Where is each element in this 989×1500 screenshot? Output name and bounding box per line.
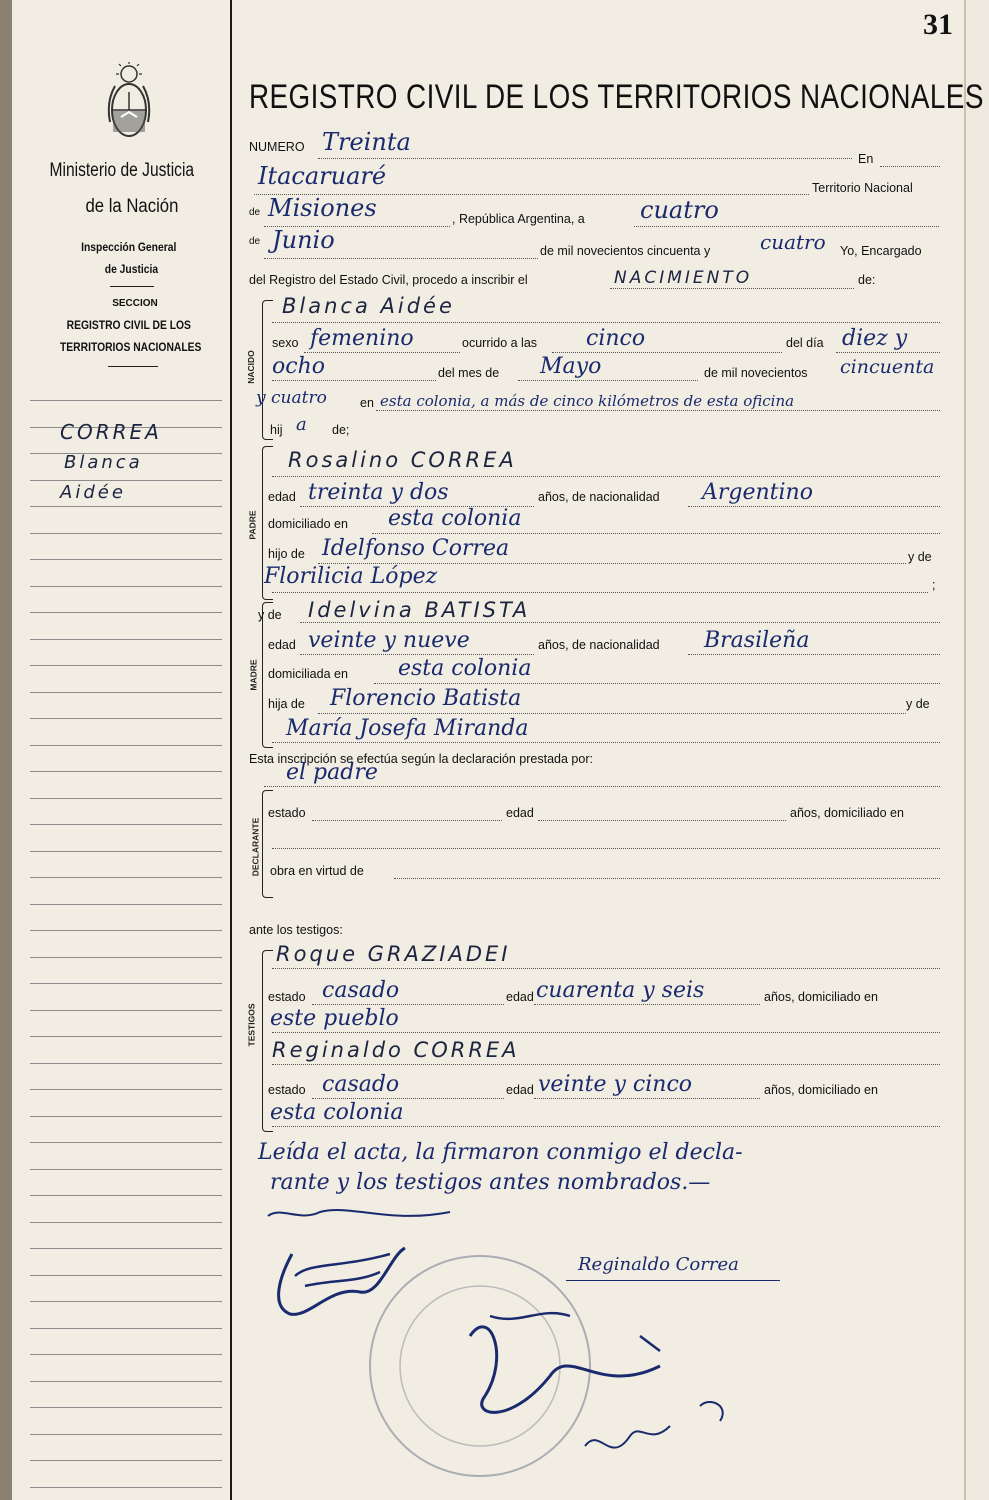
ledger-line [30, 1142, 222, 1143]
dotted-line [272, 742, 940, 743]
ledger-line [30, 877, 222, 878]
short-rule [110, 286, 154, 287]
dotted-line [538, 820, 786, 821]
nac-padre-value: Argentino [702, 480, 813, 505]
dotted-line [300, 654, 534, 655]
dotted-line [518, 380, 698, 381]
anio-acta-value: cuatro [760, 230, 826, 254]
de-semicolon-label: de; [332, 423, 350, 437]
semicolon: ; [932, 578, 936, 592]
dotted-line [272, 848, 940, 849]
dom-padre-value: esta colonia [388, 506, 522, 531]
signature-underline [566, 1280, 780, 1281]
hija-de-label: hija de [268, 697, 305, 711]
dotted-line [688, 654, 940, 655]
ledger-line [30, 1434, 222, 1435]
domiciliado-padre-label: domiciliado en [268, 517, 348, 531]
abuelo-materno-value: Florencio Batista [330, 686, 522, 711]
dotted-line [312, 1098, 504, 1099]
ledger-line [30, 1169, 222, 1170]
lugar-value: Itacaruaré [258, 162, 387, 190]
ledger-line [30, 745, 222, 746]
obra-label: obra en virtud de [270, 864, 364, 878]
ledger-line [30, 957, 222, 958]
ledger-line [30, 692, 222, 693]
ledger-line [30, 559, 222, 560]
dotted-line [318, 713, 906, 714]
declarante-value: el padre [286, 760, 378, 785]
edad-padre-label: edad [268, 490, 296, 504]
de-label: de [249, 207, 261, 218]
ledger-line [30, 612, 222, 613]
anos-dom-t2-label: años, domiciliado en [764, 1083, 878, 1097]
dotted-line [264, 786, 940, 787]
dom-madre-value: esta colonia [398, 656, 532, 681]
edad-t2-label: edad [506, 1083, 534, 1097]
testigos-label: TESTIGOS [246, 1003, 257, 1047]
testigo1-value: Roque GRAZIADEI [276, 942, 511, 966]
testigo2-value: Reginaldo CORREA [272, 1038, 520, 1062]
ledger-line [30, 1301, 222, 1302]
anos-nac-padre-label: años, de nacionalidad [538, 490, 660, 504]
inspection-line2: de Justicia [104, 262, 159, 276]
closing-line-2: rante y los testigos antes nombrados.— [270, 1170, 711, 1195]
dotted-line [836, 352, 940, 353]
dotted-line [610, 288, 854, 289]
territorio-label: Territorio Nacional [812, 181, 913, 195]
en-label-2: en [360, 396, 374, 410]
hij-value: a [296, 414, 307, 435]
yo-encargado-label: Yo, Encargado [840, 244, 922, 258]
ledger-line [30, 639, 222, 640]
padre-label: PADRE [247, 510, 258, 540]
dom-t2-value: esta colonia [270, 1100, 404, 1125]
ledger-line [30, 798, 222, 799]
ledger-line [30, 1407, 222, 1408]
anos-nac-madre-label: años, de nacionalidad [538, 638, 660, 652]
section-line3: TERRITORIOS NACIONALES [60, 340, 202, 354]
dotted-line [300, 622, 940, 623]
inscripcion-label: Esta inscripción se efectúa según la declaración prestada por: [249, 752, 593, 766]
dotted-line [394, 878, 940, 879]
ledger-line [30, 851, 222, 852]
anio-value-1: cincuenta [840, 356, 935, 378]
ledger-line [30, 1116, 222, 1117]
del-registro-label: del Registro del Estado Civil, procedo a inscribir el [249, 273, 528, 287]
y-de-madre-label: y de [258, 608, 282, 622]
de-colon-label: de: [858, 273, 876, 287]
madre-value: Idelvina BATISTA [308, 598, 531, 622]
edad-t2-value: veinte y cinco [538, 1072, 693, 1097]
nombre-value: Blanca Aidée [282, 294, 455, 318]
ledger-line [30, 824, 222, 825]
signature-reginaldo-text: Reginaldo Correa [578, 1254, 739, 1275]
dotted-line [272, 380, 436, 381]
republica-label: , República Argentina, a [452, 212, 585, 226]
ledger-line [30, 771, 222, 772]
section-line2: REGISTRO CIVIL DE LOS [66, 318, 191, 332]
y-de-padre-label: y de [908, 550, 932, 564]
ante-testigos-label: ante los testigos: [249, 923, 343, 937]
dotted-line [312, 820, 502, 821]
dom-t1-value: este pueblo [270, 1006, 399, 1031]
acto-value: NACIMIENTO [614, 268, 753, 288]
estado-t2-value: casado [322, 1072, 400, 1097]
abuela-materna-value: María Josefa Miranda [286, 716, 529, 741]
section-line1: SECCION [112, 298, 158, 309]
ledger-line [30, 1275, 222, 1276]
ledger-line [30, 718, 222, 719]
margin-rule [230, 0, 232, 1500]
y-de-madre-label-2: y de [906, 697, 930, 711]
numero-value: Treinta [322, 128, 411, 156]
del-mes-label: del mes de [438, 366, 500, 380]
ledger-line [30, 586, 222, 587]
edad-madre-label: edad [268, 638, 296, 652]
dotted-line [272, 1126, 940, 1127]
abuela-paterna-value: Florilicia López [264, 564, 438, 589]
inspection-line1: Inspección General [81, 240, 177, 254]
ledger-line [30, 1460, 222, 1461]
margin-surname: CORREA [60, 420, 162, 444]
declarante-label: DECLARANTE [250, 817, 261, 877]
dotted-line [264, 258, 538, 259]
nac-madre-value: Brasileña [704, 628, 810, 653]
ledger-line [30, 1222, 222, 1223]
ledger-line [30, 1010, 222, 1011]
hora-value: cinco [586, 326, 646, 351]
ocurrido-label: ocurrido a las [462, 336, 538, 350]
ledger-line [30, 1381, 222, 1382]
ledger-line [30, 533, 222, 534]
ledger-line [30, 983, 222, 984]
dotted-line [634, 226, 939, 227]
lugar-nacimiento-value: esta colonia, a más de cinco kilómetros de esta oficina [380, 392, 795, 410]
del-dia-label: del día [786, 336, 824, 350]
anio-value-2: y cuatro [256, 388, 327, 408]
mes-acta-value: Junio [272, 226, 335, 254]
sexo-label: sexo [272, 336, 299, 350]
dotted-line [374, 683, 940, 684]
dotted-line [688, 506, 940, 507]
dotted-line [272, 968, 940, 969]
ledger-line [30, 480, 222, 481]
padre-value: Rosalino CORREA [288, 448, 517, 472]
dotted-line [304, 352, 460, 353]
dotted-line [376, 410, 940, 411]
ledger-line [30, 1354, 222, 1355]
estado-t1-value: casado [322, 978, 400, 1003]
ledger-line [30, 1328, 222, 1329]
ministry-line2: de la Nación [85, 196, 179, 217]
ledger-line [30, 1248, 222, 1249]
dia-value-1: diez y [842, 326, 908, 351]
edad-t1-label: edad [506, 990, 534, 1004]
abuelo-paterno-value: Idelfonso Correa [322, 536, 510, 561]
margin-name: Blanca [64, 452, 143, 473]
edad-padre-value: treinta y dos [308, 480, 449, 505]
form-title: REGISTRO CIVIL DE LOS TERRITORIOS NACIONALES [249, 78, 984, 116]
ledger-line [30, 400, 222, 401]
dotted-line [372, 533, 940, 534]
estado-t2-label: estado [268, 1083, 306, 1097]
edad-madre-value: veinte y nueve [308, 628, 470, 653]
hijo-de-label: hijo de [268, 547, 305, 561]
mil-novecientos-label-2: de mil novecientos [704, 366, 808, 380]
mil-novecientos-label: de mil novecientos cincuenta y [540, 244, 711, 258]
ledger-line [30, 1089, 222, 1090]
dotted-line [272, 592, 928, 593]
estado-declarante-label: estado [268, 806, 306, 820]
ledger-line [30, 904, 222, 905]
mes-value: Mayo [540, 354, 602, 379]
page-number: 31 [923, 8, 953, 41]
ledger-line [30, 1063, 222, 1064]
coat-of-arms-icon [105, 62, 153, 146]
madre-label: MADRE [248, 659, 259, 691]
dotted-line [552, 352, 782, 353]
anos-dom-declarante-label: años, domiciliado en [790, 806, 904, 820]
hij-label: hij [270, 423, 283, 437]
ledger-line [30, 1036, 222, 1037]
dotted-line [272, 1032, 940, 1033]
de-label-2: de [249, 236, 261, 247]
nacido-label: NACIDO [245, 350, 256, 384]
ledger-line [30, 930, 222, 931]
dotted-line [318, 158, 852, 159]
dia-value-2: ocho [272, 354, 325, 379]
binding-edge [964, 0, 989, 1500]
dotted-line [272, 476, 940, 477]
short-rule [108, 366, 158, 367]
territorio-value: Misiones [268, 194, 377, 222]
dia-acta-value: cuatro [640, 196, 719, 224]
edad-t1-value: cuarenta y seis [536, 978, 705, 1003]
margin-second-name: Aidée [60, 482, 126, 503]
dotted-line [272, 322, 940, 323]
ledger-line [30, 506, 222, 507]
ministry-line1: Ministerio de Justicia [49, 160, 195, 181]
ledger-line [30, 665, 222, 666]
edad-declarante-label: edad [506, 806, 534, 820]
closing-line-1: Leída el acta, la firmaron conmigo el decla- [258, 1140, 743, 1165]
estado-t1-label: estado [268, 990, 306, 1004]
dotted-line [534, 1098, 760, 1099]
domiciliada-madre-label: domiciliada en [268, 667, 348, 681]
dotted-line [272, 1064, 940, 1065]
dotted-line [534, 1004, 760, 1005]
ledger-line [30, 1195, 222, 1196]
signatures-and-seal [240, 1196, 740, 1496]
sexo-value: femenino [310, 326, 414, 351]
ledger-line [30, 1487, 222, 1488]
numero-label: NUMERO [249, 140, 305, 154]
dotted-line [880, 166, 940, 167]
dotted-line [312, 1004, 504, 1005]
anos-dom-t1-label: años, domiciliado en [764, 990, 878, 1004]
en-label: En [858, 152, 874, 166]
